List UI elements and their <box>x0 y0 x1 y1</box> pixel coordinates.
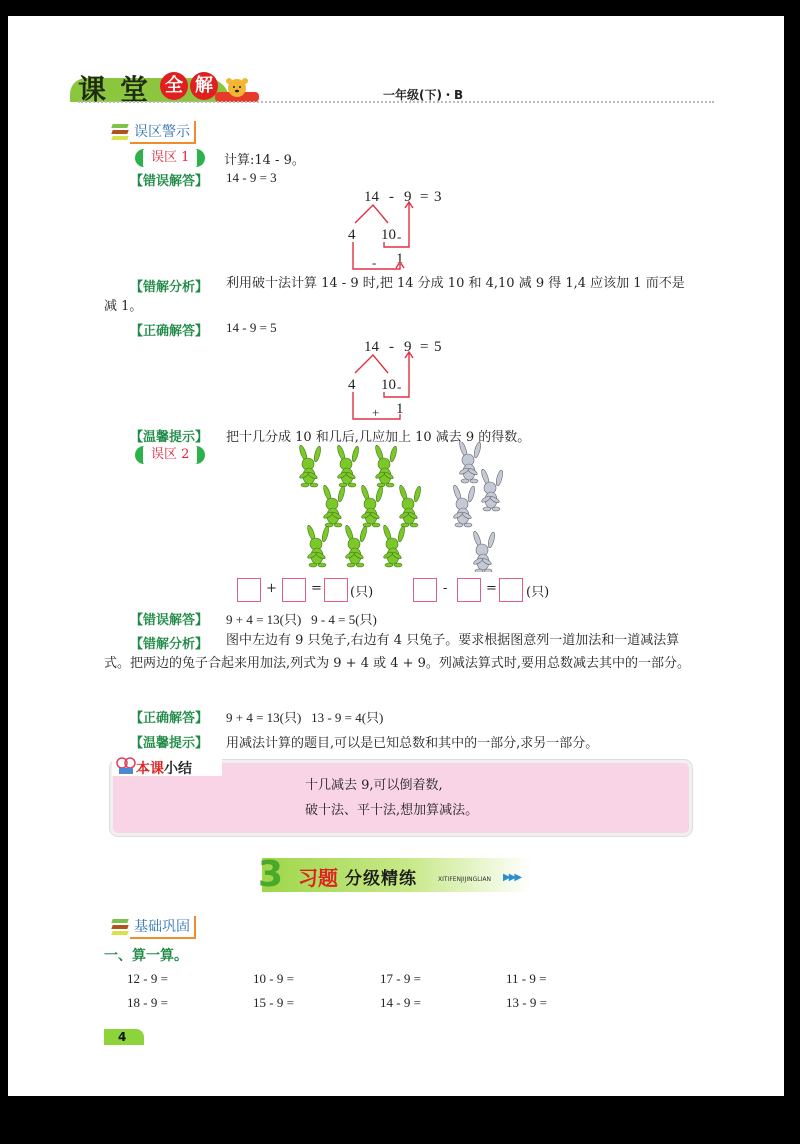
exercise-4: 11 - 9 = <box>506 971 547 986</box>
answer-box-add-1[interactable] <box>237 578 261 602</box>
plus-sign: + <box>266 581 277 596</box>
section-title-misconceptions: 误区警示 <box>130 121 196 144</box>
svg-text:14: 14 <box>364 339 379 355</box>
svg-text:-: - <box>372 255 377 270</box>
tip-text-2: 用减法计算的题目,可以是已知总数和其中的一部分,求另一部分。 <box>226 736 599 751</box>
question-heading: 一、算一算。 <box>104 948 188 964</box>
section-title-basics: 基础巩固 <box>130 916 196 939</box>
svg-text:4: 4 <box>348 377 356 393</box>
banner-arrows-icon: ▶▶▶ <box>503 872 521 883</box>
logo-char-1: 课 <box>78 73 107 106</box>
kids-mascot-icon <box>116 756 136 776</box>
page-number: 4 <box>104 1029 144 1045</box>
summary-line-1: 十几减去 9,可以倒着数, <box>305 778 443 793</box>
correct-answer-value-2: 9 + 4 = 13(只) 13 - 9 = 4(只) <box>226 710 384 725</box>
exercise-7: 14 - 9 = <box>380 995 421 1010</box>
svg-text:-: - <box>389 189 394 205</box>
logo-char-2: 堂 <box>120 73 149 106</box>
svg-text:9: 9 <box>404 339 412 355</box>
svg-text:10: 10 <box>381 377 396 393</box>
banner-red-text: 习题 <box>298 866 338 890</box>
wrong-answer-label-1: 【错误解答】 <box>130 174 209 189</box>
exercise-5: 18 - 9 = <box>127 995 168 1010</box>
zone-1-badge: 误区 1 <box>135 149 205 167</box>
correct-answer-label-1: 【正确解答】 <box>130 324 209 339</box>
exercise-2: 10 - 9 = <box>253 971 294 986</box>
correct-answer-label-2: 【正确解答】 <box>130 711 209 726</box>
analysis-label-1: 【错解分析】 <box>130 280 209 295</box>
analysis-text-2: 图中左边有 9 只兔子,右边有 4 只兔子。要求根据图意列一道加法和一道减法算式。把两边的兔子合起来用加法,列式为 9 + 4 或 4 + 9。列减法算式时,要用总数减去其中的一部分。 <box>104 633 691 671</box>
answer-box-add-2[interactable] <box>282 578 306 602</box>
logo-char-4: 解 <box>190 72 218 100</box>
unit-label-sub: (只) <box>526 585 550 600</box>
minus-sign: - <box>443 581 448 596</box>
banner-pinyin: XITIFENJIJINGLIAN <box>438 876 491 883</box>
correct-answer-value-1: 14 - 9 = 5 <box>226 320 277 335</box>
answer-box-sub-result[interactable] <box>499 578 523 602</box>
diagram-14: 14 <box>364 189 379 205</box>
summary-title: 本课小结 <box>136 761 192 777</box>
answer-box-sub-1[interactable] <box>413 578 437 602</box>
break-ten-diagram-correct <box>340 333 450 423</box>
answer-box-sub-2[interactable] <box>457 578 481 602</box>
wrong-answer-value-1: 14 - 9 = 3 <box>226 170 277 185</box>
summary-line-2: 破十法、平十法,想加算减法。 <box>305 803 479 818</box>
tip-label-1: 【温馨提示】 <box>130 430 209 445</box>
analysis-text-1: 利用破十法计算 14 - 9 时,把 14 分成 10 和 4,10 减 9 得 1,4 应该加 1 而不是减 1。 <box>104 276 685 314</box>
svg-text:-: - <box>389 339 394 355</box>
logo-char-3: 全 <box>160 72 188 100</box>
section-stripes-icon-2 <box>112 919 128 935</box>
svg-text:3: 3 <box>434 189 442 205</box>
svg-text:=: = <box>420 339 429 355</box>
banner-number: 3 <box>258 854 284 895</box>
exercise-6: 15 - 9 = <box>253 995 294 1010</box>
exercise-1: 12 - 9 = <box>127 971 168 986</box>
svg-text:5: 5 <box>434 339 442 355</box>
analysis-label-2: 【错解分析】 <box>130 637 209 652</box>
green-rabbits-group <box>298 444 422 567</box>
unit-label-add: (只) <box>350 585 374 600</box>
tip-label-2: 【温馨提示】 <box>130 736 209 751</box>
bear-mascot-icon <box>215 76 259 102</box>
equals-sign-2: = <box>486 581 497 596</box>
svg-text:-: - <box>397 229 402 244</box>
section-stripes-icon <box>112 124 128 140</box>
exercise-3: 17 - 9 = <box>380 971 421 986</box>
banner-title: 分级精练 <box>345 869 417 889</box>
svg-text:+: + <box>372 405 380 420</box>
svg-text:1: 1 <box>396 251 404 267</box>
tip-text-1: 把十几分成 10 和几后,几应加上 10 减去 9 的得数。 <box>226 430 531 445</box>
svg-text:9: 9 <box>404 189 412 205</box>
answer-box-add-result[interactable] <box>324 578 348 602</box>
rabbits-illustration <box>290 442 505 572</box>
break-ten-diagram-wrong <box>340 183 450 273</box>
svg-text:-: - <box>397 379 402 394</box>
svg-text:1: 1 <box>396 401 404 417</box>
gray-rabbits-group <box>452 442 504 572</box>
equals-sign: = <box>311 581 322 596</box>
svg-text:=: = <box>420 189 429 205</box>
zone-2-badge: 误区 2 <box>135 446 205 464</box>
wrong-answer-value-2: 9 + 4 = 13(只) 9 - 4 = 5(只) <box>226 612 377 627</box>
zone-1-question: 计算:14 - 9。 <box>224 153 305 168</box>
svg-text:10: 10 <box>381 227 396 243</box>
grade-label: 一年级(下)・B <box>383 88 464 102</box>
svg-text:4: 4 <box>348 227 356 243</box>
wrong-answer-label-2: 【错误解答】 <box>130 613 209 628</box>
exercise-8: 13 - 9 = <box>506 995 547 1010</box>
